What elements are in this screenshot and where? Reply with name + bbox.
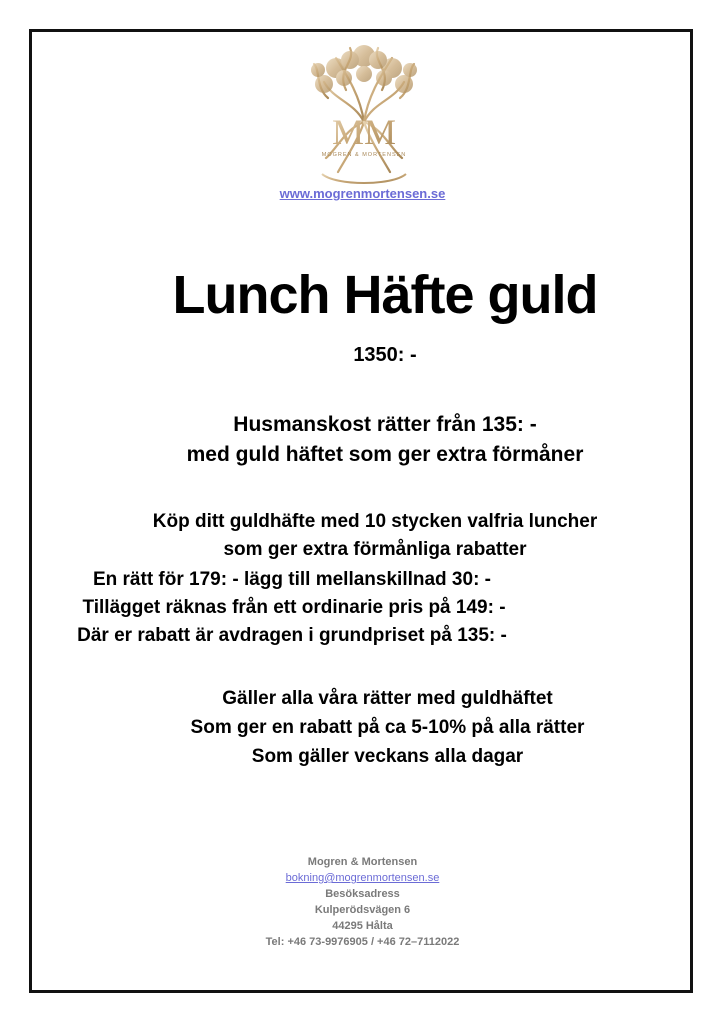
page-title: Lunch Häfte guld xyxy=(172,265,598,325)
details-line: Där er rabatt är avdragen i grundpriset på 135: - xyxy=(77,625,507,646)
phone-numbers: Tel: +46 73-9976905 / +46 72–7112022 xyxy=(265,936,460,948)
details-line: Tillägget räknas från ett ordinarie pris på 149: - xyxy=(82,597,506,618)
offer-block xyxy=(0,508,725,564)
intro-block xyxy=(0,410,725,470)
company-name: Mogren & Mortensen xyxy=(307,856,418,868)
intro-line: Husmanskost rätter från 135: - xyxy=(233,413,537,436)
details-line: En rätt för 179: - lägg till mellanskillnad 30: - xyxy=(92,569,492,590)
terms-block xyxy=(0,684,725,771)
email-link[interactable]: bokning@mogrenmortensen.se xyxy=(285,872,440,884)
offer-line: som ger extra förmånliga rabatter xyxy=(223,539,527,560)
details-block xyxy=(0,566,725,650)
terms-line: Gäller alla våra rätter med guldhäftet xyxy=(222,688,553,709)
svg-text:MM: MM xyxy=(331,112,397,152)
offer-line: Köp ditt guldhäfte med 10 stycken valfria luncher xyxy=(152,511,598,532)
price-label: 1350: - xyxy=(353,344,417,366)
terms-line: Som gäller veckans alla dagar xyxy=(251,746,524,767)
postal-address: 44295 Hålta xyxy=(332,920,393,932)
address-label: Besöksadress xyxy=(325,888,400,900)
street-address: Kulperödsvägen 6 xyxy=(314,904,411,916)
svg-text:MOGREN & MORTENSEN: MOGREN & MORTENSEN xyxy=(321,152,407,158)
tree-logo-icon xyxy=(306,40,422,186)
website-link[interactable]: www.mogrenmortensen.se xyxy=(279,186,446,201)
intro-line: med guld häftet som ger extra förmåner xyxy=(186,443,584,466)
terms-line: Som ger en rabatt på ca 5-10% på alla rätter xyxy=(190,717,585,738)
contact-footer xyxy=(0,854,725,950)
